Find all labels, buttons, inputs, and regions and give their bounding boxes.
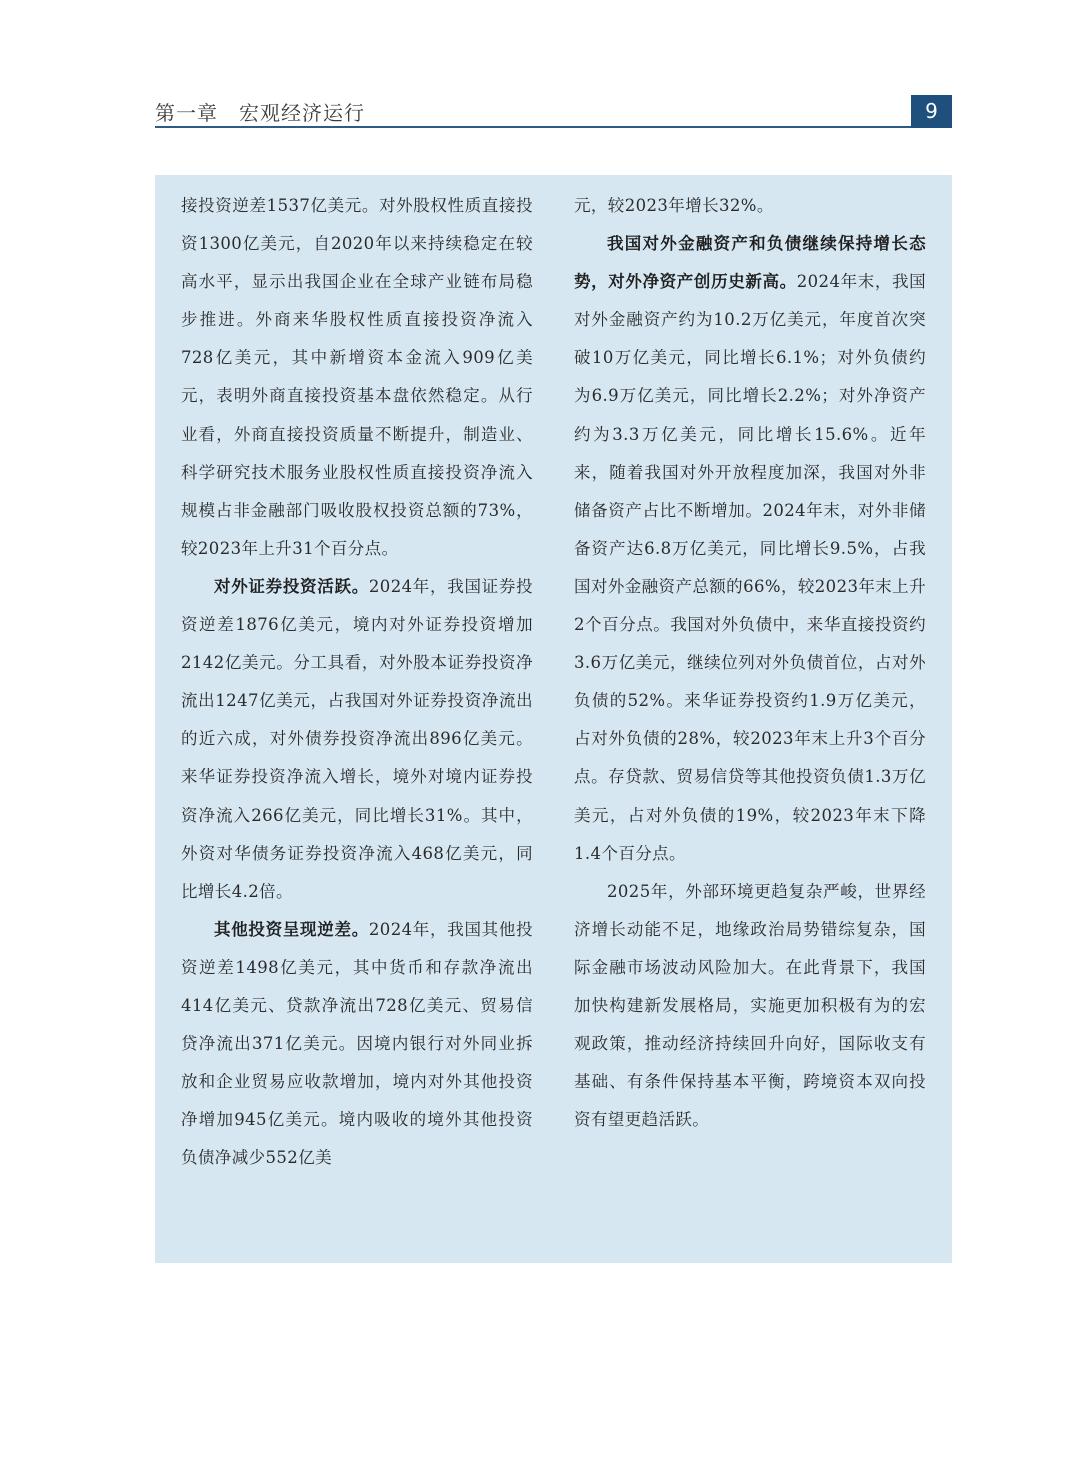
paragraph-text: 2025年，外部环境更趋复杂严峻，世界经济增长动能不足，地缘政治局势错综复杂，国际金融市场波动风险加大。在此背景下，我国加快构建新发展格局，实施更加积极有为的宏观政策，推动经济持续回升向好，国际收支有基础、有条件保持基本平衡，跨境资本双向投资有望更趋活跃。 <box>574 881 926 1130</box>
paragraph <box>574 873 926 1140</box>
paragraph-text: 元，较2023年增长32%。 <box>574 196 774 215</box>
chapter-title: 第一章 宏观经济运行 <box>155 101 365 125</box>
paragraph-text: 2024年，我国其他投资逆差1498亿美元，其中货币和存款净流出414亿美元、贷款净流出728亿美元、贸易信贷净流出371亿美元。因境内银行对外同业拆放和企业贸易应收款增加，境内对外其他投资净增加945亿美元。境内吸收的境外其他投资负债净减少552亿美 <box>181 919 533 1168</box>
header-divider <box>155 126 915 128</box>
paragraph <box>181 568 533 911</box>
paragraph <box>574 225 926 873</box>
paragraph-heading: 对外证券投资活跃。 <box>214 576 369 596</box>
content-box <box>155 175 952 1263</box>
paragraph-text: 2024年末，我国对外金融资产约为10.2万亿美元，年度首次突破10万亿美元，同比增长6.1%；对外负债约为6.9万亿美元，同比增长2.2%；对外净资产约为3.3万亿美元，同比增长15.6%。近年来，随着我国对外开放程度加深，我国对外非储备资产占比不断增加。2024年末，对外非储备资产达6.8万亿美元，同比增长9.5%，占我国对外金融资产总额的66%，较2023年末上升2个百分点。我国对外负债中，来华直接投资约3.6万亿美元，继续位列对外负债首位，占对外负债的52%。来华证券投资约1.9万亿美元，占对外负债的28%，较2023年末上升3个百分点。存贷款、贸易信贷等其他投资负债1.3万亿美元，占对外负债的19%，较2023年末下降1.4个百分点。 <box>574 272 927 863</box>
paragraph <box>574 187 926 225</box>
paragraph <box>181 187 533 568</box>
paragraph-heading: 我国对外金融资产和负债继续保持增长态势，对外净资产创历史新高。 <box>574 234 926 292</box>
paragraph <box>181 911 533 1178</box>
page-header <box>155 95 952 129</box>
right-column <box>574 187 926 1139</box>
left-column <box>181 187 533 1177</box>
paragraph-heading: 其他投资呈现逆差。 <box>214 919 369 939</box>
paragraph-text: 接投资逆差1537亿美元。对外股权性质直接投资1300亿美元，自2020年以来持续稳定在较高水平，显示出我国企业在全球产业链布局稳步推进。外商来华股权性质直接投资净流入728亿美元，其中新增资本金流入909亿美元，表明外商直接投资基本盘依然稳定。从行业看，外商直接投资质量不断提升，制造业、科学研究技术服务业股权性质直接投资净流入规模占非金融部门吸收股权投资总额的73%，较2023年上升31个百分点。 <box>181 196 533 558</box>
paragraph-text: 2024年，我国证券投资逆差1876亿美元，境内对外证券投资增加2142亿美元。分工具看，对外股本证券投资净流出1247亿美元，占我国对外证券投资净流出的近六成，对外债券投资净流出896亿美元。来华证券投资净流入增长，境外对境内证券投资净流入266亿美元，同比增长31%。其中，外资对华债务证券投资净流入468亿美元，同比增长4.2倍。 <box>181 576 533 901</box>
page-number: 9 <box>911 95 952 128</box>
